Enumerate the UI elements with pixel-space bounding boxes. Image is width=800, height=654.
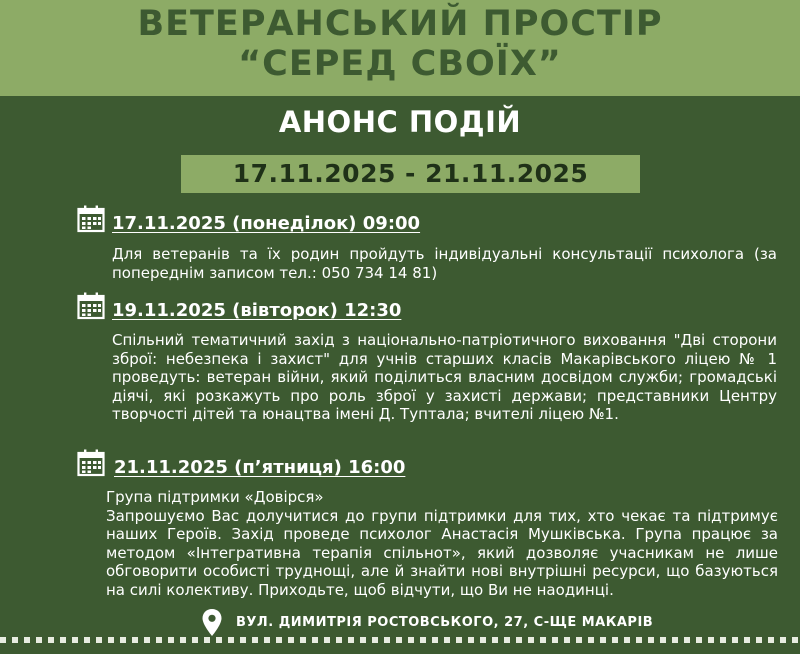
event-description <box>106 488 778 599</box>
calendar-icon <box>77 205 105 233</box>
date-range-banner: 17.11.2025 - 21.11.2025 <box>181 155 640 193</box>
event-heading: 19.11.2025 (вівторок) 12:30 <box>112 300 402 321</box>
event-paragraph: Запрошуємо Вас долучитися до групи підтримки для тих, хто чекає та підтримує наших Героїв. Захід проведе психолог Анастасія Мушківська. Група працює за методом «Інтегративна терапія спільнот», який дозволяє учасникам не лише обговорити особисті труднощі, але й знайти нові внутрішні ресурси, що базуються на силі колективу. Приходьте, щоб відчути, що Ви не наодинці. <box>106 506 778 599</box>
dotted-divider <box>0 637 800 643</box>
event-description <box>112 245 777 282</box>
event-heading: 21.11.2025 (п’ятниця) 16:00 <box>114 457 406 478</box>
location-pin-icon <box>202 609 222 636</box>
event-description <box>112 331 777 424</box>
page-title-line2: “СЕРЕД СВОЇХ” <box>238 44 562 84</box>
calendar-icon <box>77 449 105 477</box>
announcement-heading: АНОНС ПОДІЙ <box>278 105 522 139</box>
address-text: ВУЛ. ДИМИТРІЯ РОСТОВСЬКОГО, 27, С-ЩЕ МАКАРІВ <box>236 615 654 630</box>
calendar-icon <box>77 292 105 320</box>
page-title-line1: ВЕТЕРАНСЬКИЙ ПРОСТІР <box>137 4 663 44</box>
event-heading: 17.11.2025 (понеділок) 09:00 <box>112 213 421 234</box>
address-row <box>0 609 800 639</box>
event-paragraph: Для ветеранів та їх родин пройдуть індивідуальні консультації психолога (за попереднім записом тел.: 050 734 14 81) <box>112 245 777 282</box>
event-paragraph: Спільний тематичний захід з національно-патріотичного виховання "Дві сторони зброї: небезпека і захист" для учнів старших класів Макарівського ліцею № 1 проведуть: ветеран війни, який поділиться власним досвідом служби; громадські діячі, які розкажуть про роль зброї у захисті держави; представники Центру творчості дітей та юнацтва імені Д. Туптала; вчителі ліцею №1. <box>112 331 777 423</box>
event-subtitle: Група підтримки «Довірся» <box>106 488 324 506</box>
